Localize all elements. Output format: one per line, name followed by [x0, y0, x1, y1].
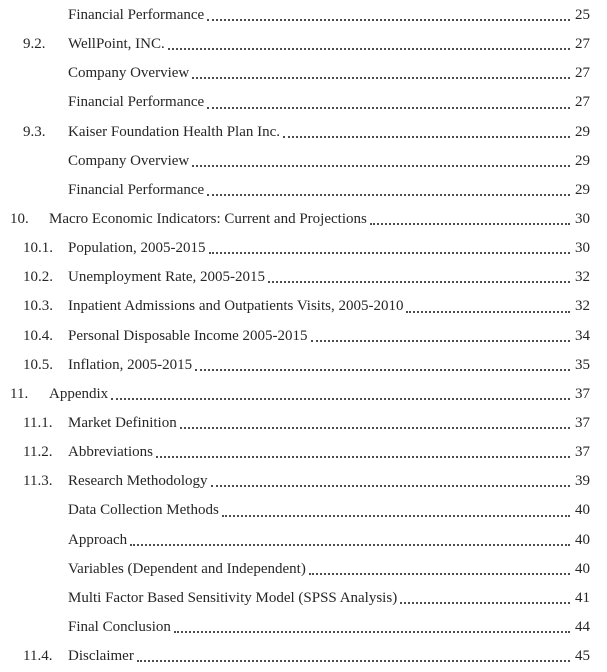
toc-entry[interactable]: [0, 292, 607, 321]
toc-entry[interactable]: [0, 409, 607, 438]
toc-entry-page-number: 32: [575, 269, 590, 286]
dot-leader: [268, 263, 570, 292]
toc-entry[interactable]: [0, 438, 607, 467]
dot-leader: [192, 59, 570, 88]
toc-entry[interactable]: [0, 380, 607, 409]
dot-leader: [207, 176, 570, 205]
toc-entry-title: Company Overview: [68, 152, 190, 169]
toc-entry-page-number: 39: [575, 473, 590, 490]
toc-entry-title: Data Collection Methods: [68, 502, 219, 519]
toc-entry-page-number: 29: [575, 181, 590, 198]
toc-entry[interactable]: [0, 176, 607, 205]
toc-entry-title: Inflation, 2005-2015: [68, 356, 193, 373]
toc-entry-title: WellPoint, INC.: [68, 36, 165, 53]
toc-entry-page-number: 45: [575, 648, 590, 665]
toc-entry-page-number: 37: [575, 444, 590, 461]
toc-entry-number: 11.1.: [23, 414, 53, 431]
dot-leader: [207, 1, 570, 30]
dot-leader: [192, 147, 570, 176]
toc-entry-title: Final Conclusion: [68, 618, 171, 635]
toc-list: [0, 1, 607, 671]
toc-entry-number: 11.2.: [23, 444, 53, 461]
toc-entry[interactable]: [0, 467, 607, 496]
dot-leader: [311, 322, 570, 351]
toc-entry-title: Financial Performance: [68, 94, 205, 111]
toc-entry[interactable]: [0, 351, 607, 380]
toc-entry[interactable]: [0, 205, 607, 234]
toc-entry-page-number: 27: [575, 36, 590, 53]
toc-entry-page-number: 37: [575, 385, 590, 402]
dot-leader: [130, 526, 570, 555]
toc-entry-number: 10.: [10, 210, 29, 227]
toc-entry-title: Inpatient Admissions and Outpatients Visits, 2005-2010: [68, 298, 404, 315]
toc-entry-page-number: 30: [575, 240, 590, 257]
toc-entry[interactable]: [0, 526, 607, 555]
dot-leader: [137, 642, 570, 671]
toc-entry-title: Population, 2005-2015: [68, 240, 206, 257]
toc-entry-title: Abbreviations: [68, 444, 153, 461]
toc-entry-page-number: 30: [575, 210, 590, 227]
toc-entry-number: 10.4.: [23, 327, 53, 344]
toc-entry-number: 9.3.: [23, 123, 46, 140]
toc-entry[interactable]: [0, 30, 607, 59]
toc-entry-title: Approach: [68, 531, 128, 548]
toc-entry-title: Personal Disposable Income 2005-2015: [68, 327, 308, 344]
toc-entry-page-number: 27: [575, 94, 590, 111]
toc-entry-page-number: 40: [575, 560, 590, 577]
toc-entry-title: Market Definition: [68, 414, 177, 431]
dot-leader: [309, 555, 570, 584]
toc-entry[interactable]: [0, 642, 607, 671]
toc-entry[interactable]: [0, 88, 607, 117]
toc-entry-page-number: 32: [575, 298, 590, 315]
toc-entry-title: Kaiser Foundation Health Plan Inc.: [68, 123, 281, 140]
toc-entry-page-number: 40: [575, 502, 590, 519]
toc-entry-page-number: 40: [575, 531, 590, 548]
toc-entry[interactable]: [0, 613, 607, 642]
toc-entry-page-number: 41: [575, 589, 590, 606]
toc-entry[interactable]: [0, 118, 607, 147]
toc-entry-number: 11.: [10, 385, 29, 402]
toc-entry[interactable]: [0, 496, 607, 525]
dot-leader: [174, 613, 570, 642]
toc-entry-number: 11.4.: [23, 648, 53, 665]
dot-leader: [207, 88, 570, 117]
toc-entry[interactable]: [0, 59, 607, 88]
toc-entry-title: Financial Performance: [68, 181, 205, 198]
toc-entry-title: Research Methodology: [68, 473, 208, 490]
dot-leader: [168, 30, 570, 59]
toc-entry[interactable]: [0, 147, 607, 176]
toc-entry[interactable]: [0, 584, 607, 613]
dot-leader: [209, 234, 571, 263]
toc-entry-page-number: 34: [575, 327, 590, 344]
dot-leader: [211, 467, 570, 496]
dot-leader: [406, 292, 570, 321]
toc-entry-page-number: 25: [575, 7, 590, 23]
dot-leader: [111, 380, 570, 409]
toc-entry-page-number: 27: [575, 65, 590, 82]
dot-leader: [195, 351, 570, 380]
dot-leader: [283, 118, 570, 147]
toc-entry-number: 11.3.: [23, 473, 53, 490]
toc-entry[interactable]: [0, 234, 607, 263]
toc-entry-page-number: 35: [575, 356, 590, 373]
toc-entry-number: 10.3.: [23, 298, 53, 315]
toc-entry-title: Variables (Dependent and Independent): [68, 560, 306, 577]
dot-leader: [156, 438, 570, 467]
dot-leader: [370, 205, 570, 234]
toc-entry-number: 10.2.: [23, 269, 53, 286]
toc-entry[interactable]: [0, 555, 607, 584]
dot-leader: [180, 409, 570, 438]
toc-entry-title: Macro Economic Indicators: Current and Projections: [49, 210, 367, 227]
toc-entry-number: 10.5.: [23, 356, 53, 373]
toc-entry-title: Disclaimer: [68, 648, 134, 665]
toc-entry-title: Financial Performance: [68, 7, 205, 23]
toc-entry-number: 10.1.: [23, 240, 53, 257]
toc-entry-title: Multi Factor Based Sensitivity Model (SPSS Analysis): [68, 589, 398, 606]
dot-leader: [400, 584, 570, 613]
toc-entry-page-number: 29: [575, 123, 590, 140]
toc-entry[interactable]: [0, 1, 607, 30]
dot-leader: [222, 496, 570, 525]
toc-entry-page-number: 37: [575, 414, 590, 431]
toc-entry[interactable]: [0, 322, 607, 351]
toc-entry-title: Unemployment Rate, 2005-2015: [68, 269, 266, 286]
toc-entry-number: 9.2.: [23, 36, 46, 53]
toc-entry-page-number: 44: [575, 618, 590, 635]
toc-entry-title: Company Overview: [68, 65, 190, 82]
toc-entry-page-number: 29: [575, 152, 590, 169]
toc-entry-title: Appendix: [49, 385, 109, 402]
toc-entry[interactable]: [0, 263, 607, 292]
